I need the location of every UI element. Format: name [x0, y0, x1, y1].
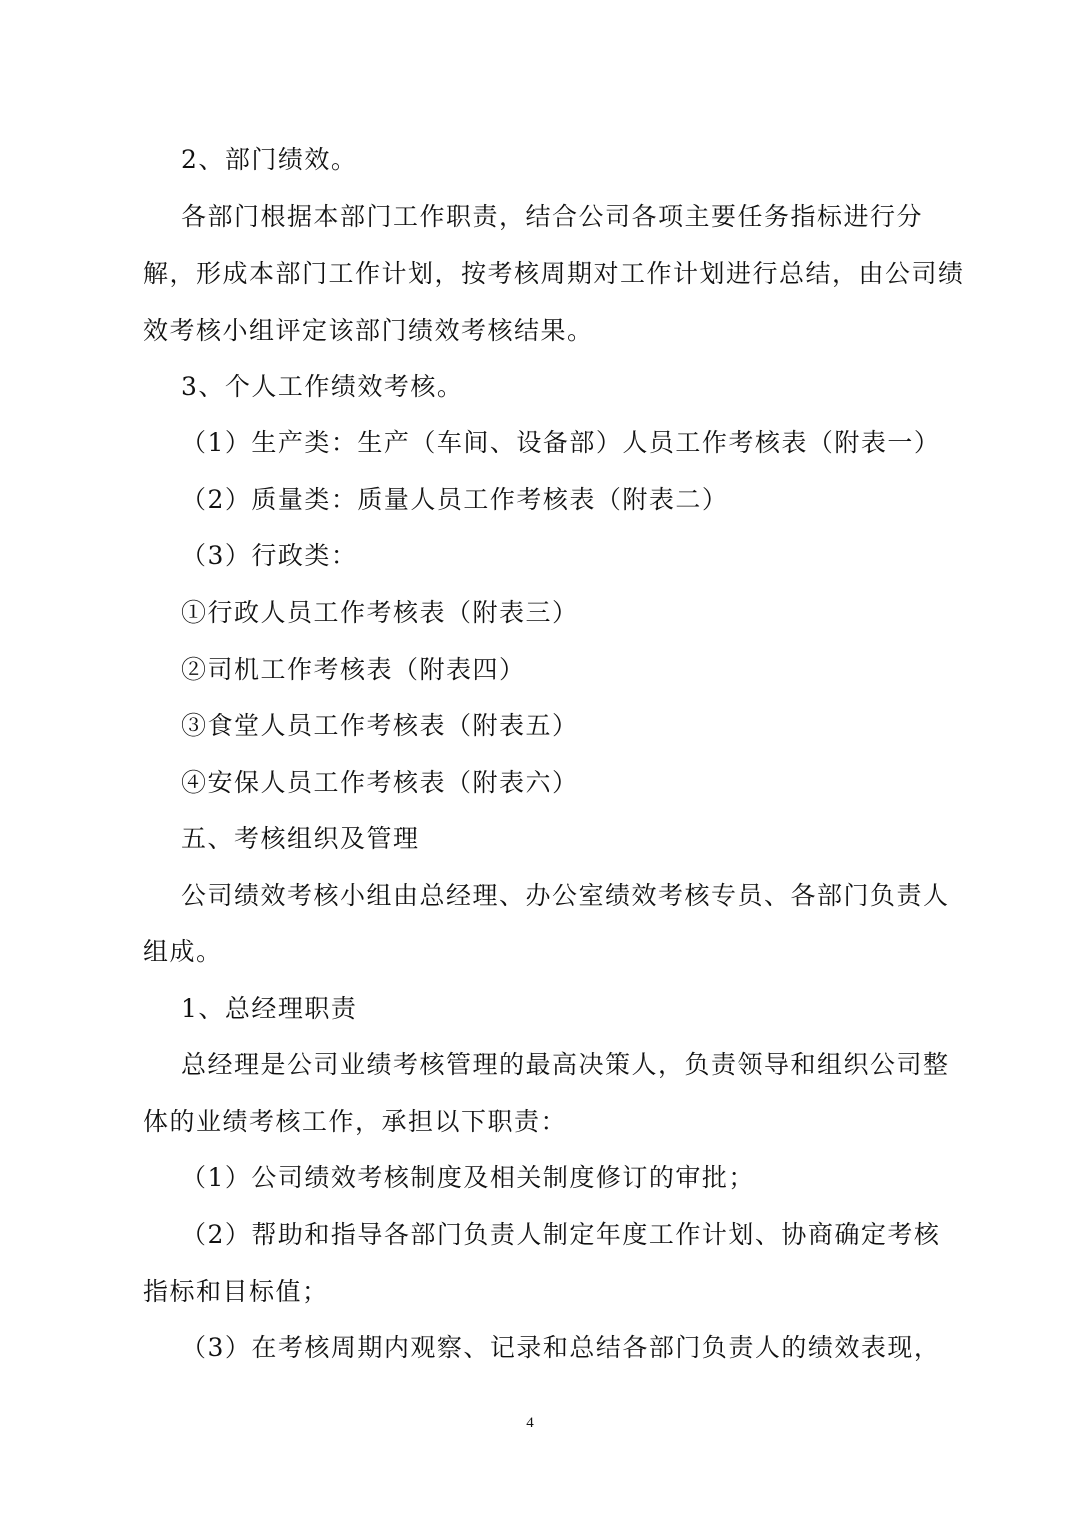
page-number: 4 — [526, 1415, 534, 1431]
section-heading-personal-performance: 3、个人工作绩效考核。 — [181, 372, 464, 401]
paragraph-line: 组成。 — [143, 937, 223, 966]
list-item: （1）生产类：生产（车间、设备部）人员工作考核表（附表一） — [181, 428, 941, 457]
paragraph-line: 解，形成本部门工作计划，按考核周期对工作计划进行总结，由公司绩 — [143, 259, 965, 288]
list-item: （1）公司绩效考核制度及相关制度修订的审批； — [181, 1163, 755, 1192]
list-item: ②司机工作考核表（附表四） — [181, 655, 526, 684]
paragraph-line: 各部门根据本部门工作职责，结合公司各项主要任务指标进行分 — [181, 202, 924, 231]
list-item: ③食堂人员工作考核表（附表五） — [181, 711, 579, 740]
paragraph-line: 体的业绩考核工作，承担以下职责： — [143, 1107, 568, 1136]
section-heading-department-performance: 2、部门绩效。 — [181, 145, 358, 174]
paragraph-line: 指标和目标值； — [143, 1277, 329, 1306]
list-item: （3）行政类： — [181, 541, 358, 570]
section-heading-organization: 五、考核组织及管理 — [181, 824, 420, 853]
list-item: （3）在考核周期内观察、记录和总结各部门负责人的绩效表现， — [181, 1333, 941, 1362]
section-heading-gm-duties: 1、总经理职责 — [181, 994, 358, 1023]
paragraph-line: 总经理是公司业绩考核管理的最高决策人，负责领导和组织公司整 — [181, 1050, 950, 1079]
paragraph-line: 公司绩效考核小组由总经理、办公室绩效考核专员、各部门负责人 — [181, 881, 950, 910]
list-item: （2）质量类：质量人员工作考核表（附表二） — [181, 485, 729, 514]
paragraph-line: 效考核小组评定该部门绩效考核结果。 — [143, 316, 594, 345]
list-item: ①行政人员工作考核表（附表三） — [181, 598, 579, 627]
list-item: ④安保人员工作考核表（附表六） — [181, 768, 579, 797]
list-item: （2）帮助和指导各部门负责人制定年度工作计划、协商确定考核 — [181, 1220, 941, 1249]
